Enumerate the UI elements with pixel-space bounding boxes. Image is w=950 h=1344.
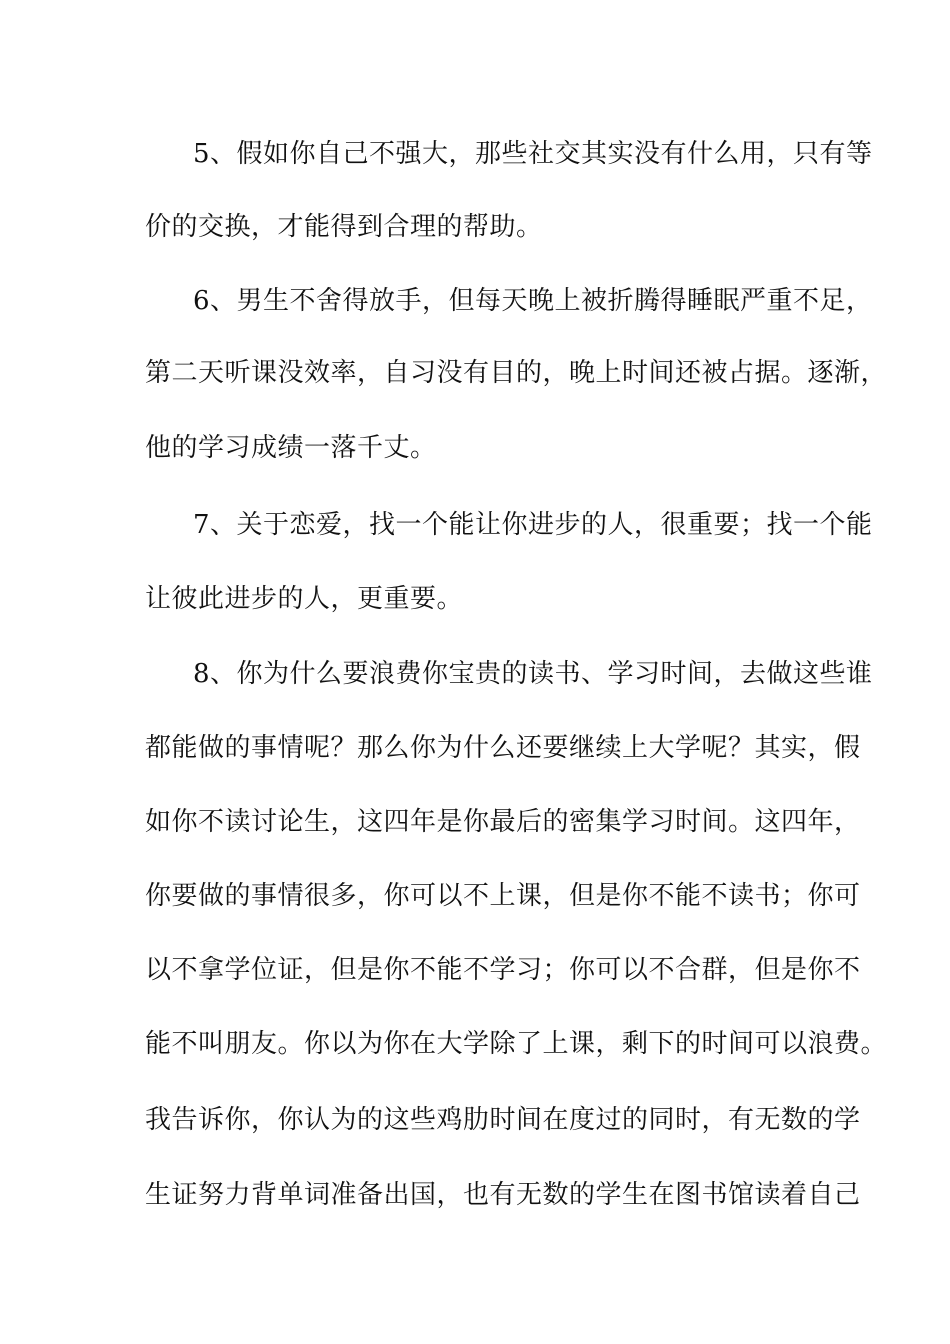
paragraph-7-line-1: 7、关于恋爱，找一个能让你进步的人，很重要；找一个能 — [193, 510, 873, 540]
paragraph-6-line-1: 6、男生不舍得放手，但每天晚上被折腾得睡眠严重不足， — [193, 286, 873, 316]
paragraph-8-line-4: 你要做的事情很多，你可以不上课，但是你不能不读书；你可 — [145, 881, 861, 911]
paragraph-5-line-1: 5、假如你自己不强大，那些社交其实没有什么用，只有等 — [193, 139, 873, 169]
paragraph-8-line-5: 以不拿学位证，但是你不能不学习；你可以不合群，但是你不 — [145, 955, 861, 985]
paragraph-5-line-2: 价的交换，才能得到合理的帮助。 — [145, 212, 543, 242]
paragraph-8-line-6: 能不叫朋友。你以为你在大学除了上课，剩下的时间可以浪费。 — [145, 1029, 888, 1059]
paragraph-8-line-1: 8、你为什么要浪费你宝贵的读书、学习时间，去做这些谁 — [193, 659, 873, 689]
paragraph-6-line-3: 他的学习成绩一落千丈。 — [145, 433, 437, 463]
paragraph-6-line-2: 第二天听课没效率，自习没有目的，晚上时间还被占据。逐渐， — [145, 358, 888, 388]
paragraph-8-line-7: 我告诉你，你认为的这些鸡肋时间在度过的同时，有无数的学 — [145, 1105, 861, 1135]
paragraph-8-line-8: 生证努力背单词准备出国，也有无数的学生在图书馆读着自己 — [145, 1180, 861, 1210]
paragraph-7-line-2: 让彼此进步的人，更重要。 — [145, 584, 464, 614]
paragraph-8-line-3: 如你不读讨论生，这四年是你最后的密集学习时间。这四年， — [145, 807, 861, 837]
paragraph-8-line-2: 都能做的事情呢？那么你为什么还要继续上大学呢？其实，假 — [145, 733, 861, 763]
